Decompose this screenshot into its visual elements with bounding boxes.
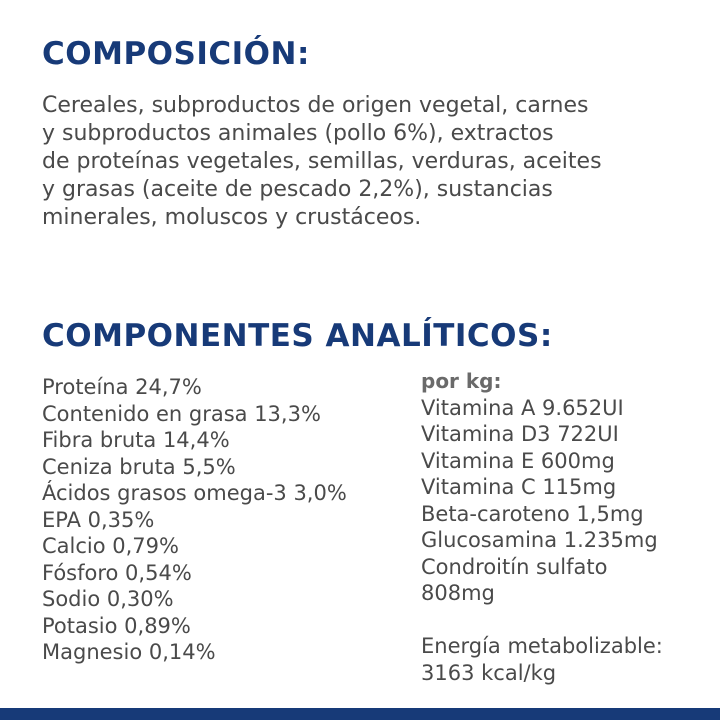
analytical-item: Magnesio 0,14% (42, 640, 216, 664)
analytical-item: Calcio 0,79% (42, 534, 179, 558)
vitamin-item: Vitamina A 9.652UI (421, 395, 624, 420)
composition-line: de proteínas vegetales, semillas, verduras, aceites (42, 149, 602, 174)
composition-text (42, 92, 692, 232)
vitamin-item: Vitamina C 115mg (421, 475, 617, 499)
analytical-item: Contenido en grasa 13,3% (42, 401, 321, 426)
composition-line: y grasas (aceite de pescado 2,2%), sustancias (42, 177, 553, 202)
energy-label: Energía metabolizable: (421, 634, 663, 658)
list-spacer (421, 607, 663, 634)
analytical-left-list (42, 374, 347, 666)
vitamin-item: Glucosamina 1.235mg (421, 528, 658, 552)
analytical-item: EPA 0,35% (42, 507, 155, 532)
analytical-item: Ácidos grasos omega-3 3,0% (42, 481, 347, 505)
bottom-bar (0, 708, 720, 720)
analytical-item: Sodio 0,30% (42, 587, 174, 611)
composition-line: minerales, moluscos y crustáceos. (42, 205, 422, 230)
composition-line: y subproductos animales (pollo 6%), extractos (42, 121, 554, 146)
analytical-item: Proteína 24,7% (42, 375, 202, 399)
vitamin-item: Vitamina D3 722UI (421, 422, 619, 446)
energy-value: 3163 kcal/kg (421, 660, 557, 685)
analytical-item: Potasio 0,89% (42, 613, 191, 638)
analytical-heading: COMPONENTES ANALÍTICOS: (42, 318, 553, 354)
vitamin-item: 808mg (421, 581, 495, 605)
composition-line: Cereales, subproductos de origen vegetal, carnes (42, 93, 589, 118)
analytical-right-list (421, 368, 663, 686)
analytical-item: Fibra bruta 14,4% (42, 428, 230, 452)
vitamin-item: Condroitín sulfato (421, 554, 608, 579)
composition-heading: COMPOSICIÓN: (42, 36, 310, 72)
vitamin-item: Beta-caroteno 1,5mg (421, 501, 644, 526)
vitamin-item: Vitamina E 600mg (421, 448, 615, 473)
per-kg-label: por kg: (421, 369, 502, 393)
analytical-item: Fósforo 0,54% (42, 560, 192, 585)
analytical-item: Ceniza bruta 5,5% (42, 454, 236, 479)
